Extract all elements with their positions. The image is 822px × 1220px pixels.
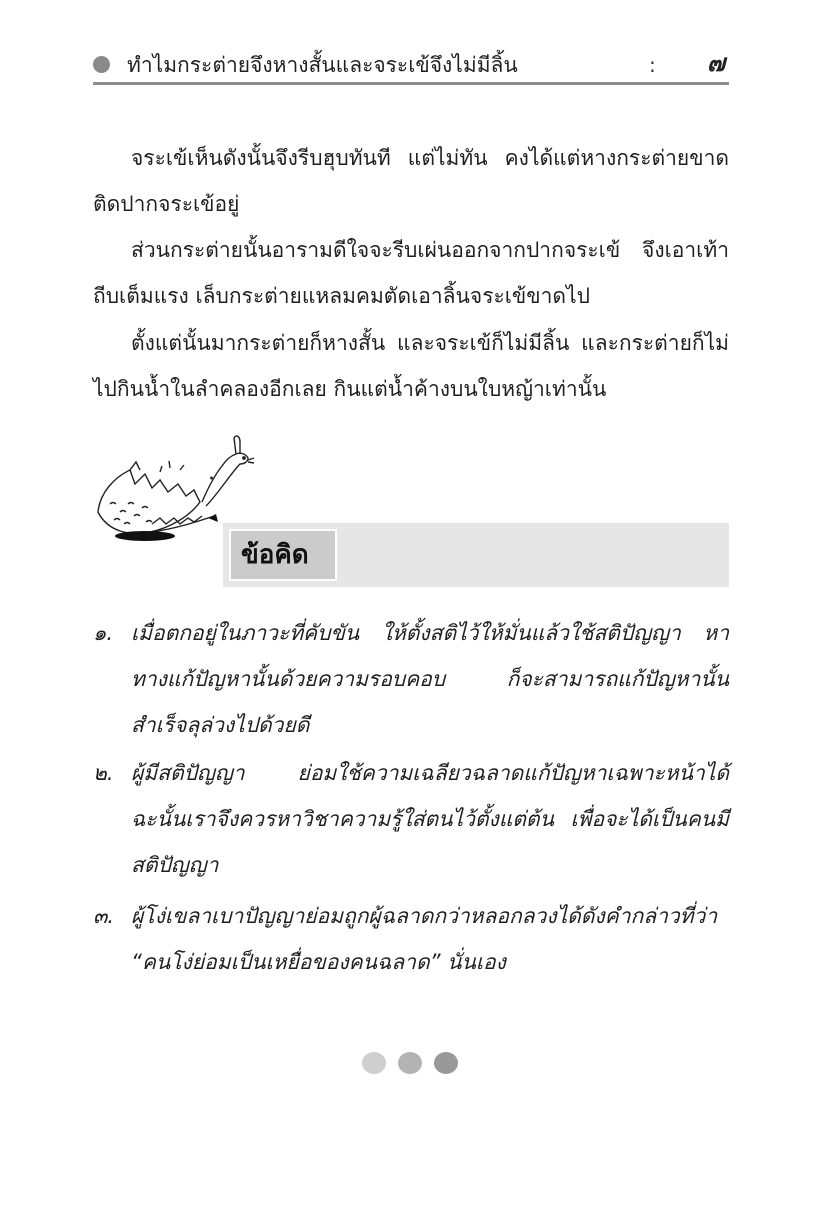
moral-text: เมื่อตกอยู่ในภาวะที่คับขัน ให้ตั้งสติไว้ให้มั่นแล้วใช้สติปัญญา หา ทางแก้ปัญหานั้นด้วยความรอบคอบ ก็จะสามารถแก้ปัญหานั้นสำเร็จลุล่วงไปด้วยดี — [131, 621, 729, 737]
moral-item — [93, 893, 729, 985]
header-bullet-icon — [93, 56, 110, 73]
story-paragraph — [93, 227, 729, 319]
ornament-dot-icon — [362, 1052, 386, 1074]
section-label-box — [229, 529, 337, 581]
section-end-ornament — [362, 1052, 462, 1076]
header-separator: : — [649, 53, 656, 77]
moral-item — [93, 750, 729, 888]
moral-text: ผู้มีสติปัญญา ย่อมใช้ความเฉลียวฉลาดแก้ปัญหาเฉพาะหน้าได้ ฉะนั้นเราจึงควรหาวิชาความรู้ใส่ตนไว้ตั้งแต่ต้น เพื่อจะได้เป็นคนมีสติปัญญา — [131, 761, 729, 877]
moral-text: ผู้โง่เขลาเบาปัญญาย่อมถูกผู้ฉลาดกว่าหลอกลวงได้ดังคำกล่าวที่ว่า “คนโง่ย่อมเป็นเหยื่อของคนฉลาด” นั่นเอง — [131, 904, 718, 974]
moral-item — [93, 610, 729, 748]
running-header — [93, 50, 729, 85]
story-paragraph — [93, 135, 729, 227]
paragraph-text: ตั้งแต่นั้นมากระต่ายก็หางสั้น และจระเข้ก็ไม่มีลิ้น และกระต่ายก็ไม่ไปกินน้ำในลำคลองอีกเลย กินแต่น้ำค้างบนใบหญ้าเท่านั้น — [93, 331, 729, 401]
section-banner — [223, 523, 729, 587]
moral-number: ๒. — [93, 761, 114, 785]
moral-number: ๓. — [93, 904, 115, 928]
moral-number: ๑. — [93, 621, 114, 645]
section-title: ข้อคิด — [241, 540, 309, 570]
paragraph-text: จระเข้เห็นดังนั้นจึงรีบฮุบทันที แต่ไม่ทัน คงได้แต่หางกระต่ายขาดติดปากจระเข้อยู่ — [93, 146, 729, 216]
ornament-dot-icon — [398, 1052, 422, 1074]
story-paragraph — [93, 320, 729, 412]
ornament-dot-icon — [434, 1052, 458, 1074]
paragraph-text: ส่วนกระต่ายนั้นอารามดีใจจะรีบเผ่นออกจากปากจระเข้ จึงเอาเท้าถีบเต็มแรง เล็บกระต่ายแหลมคมตัดเอาลิ้นจระเข้ขาดไป — [93, 238, 729, 308]
page-number: ๗ — [706, 49, 725, 77]
header-title: ทำไมกระต่ายจึงหางสั้นและจระเข้จึงไม่มีลิ้น — [127, 53, 518, 77]
